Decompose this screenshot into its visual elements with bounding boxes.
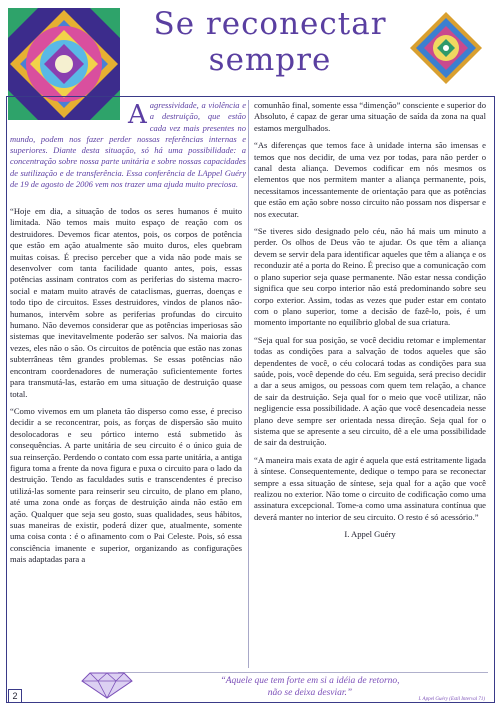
- footer-credit: I. Appel Guéry (Estil Interval 71): [418, 697, 485, 702]
- right-paragraph-2: “As diferenças que temos face à unidade interna são imensas e temos que nos decidir, de uma vez por todas, para não perder o canal desta aliança. Devemos codificar em nós mesmos os elementos que nos permitem manter a aliança permanente, pois, necessitamos incessantemente de orientação para que as potências que estão em ação sobre nosso circuito não possam nos dispersar e nos executar.: [254, 140, 486, 219]
- right-column: [254, 100, 486, 547]
- footer-quote-line1: “Aquele que tem forte em si a idéia de retorno,: [220, 676, 400, 686]
- diamond-icon: [80, 671, 134, 699]
- column-divider: [248, 100, 249, 668]
- author-signature: I. Appel Guéry: [344, 529, 396, 540]
- footer-rule: [118, 672, 488, 673]
- footer-quote-line2: não se deixa desviar.”: [267, 688, 353, 698]
- right-paragraph-3: “Se tiveres sido designado pelo céu, não há mais um minuto a perder. Os olhos de Deus vão te ajudar. Os que têm a aliança devem se servir dela para identificar aqueles que têm a aliança e os reconduzir até a porta do Reino. É preciso que a comunicação com o plano superior seja quase permanente. Não estar nessa condição significa que seu corpo interior não está predominando sobre seu corpo exterior. Assim, todas as vezes que puder estar em contato com o plano superior, tome a decisão de fazê-lo, pois, é um momento importante no equilíbrio global de sua criatura.: [254, 226, 486, 328]
- intro-paragraph: [10, 100, 246, 190]
- right-paragraph-4: “Seja qual for sua posição, se você decidiu retomar e implementar todas as condições para a salvação de todos aqueles que são dependentes de você, o céu colocará todas as condições para sua saúde, pois, você depende do céu. Em seguida, será preciso decidir a dar a seus amigos, ou pessoas com quem tem relação, a chance de sair da destruição. Seja qual for o meio que você utilizar, não negligencie essa possibilidade. A ação que você desencadeia nesse plano deve sempre ser orientada nessa direção. Seja qual for o sistema que se apresente a seu circuito, dê a ele uma possibilidade de sair da destruição.: [254, 334, 486, 448]
- title-block: [135, 6, 405, 78]
- left-column: [10, 206, 242, 572]
- mandala-right-image: [410, 12, 482, 84]
- page-title-line1: Se reconectar: [153, 6, 387, 42]
- page-title-line2: sempre: [208, 42, 332, 78]
- footer-quote: [150, 675, 470, 699]
- page-number: 2: [8, 689, 22, 703]
- right-paragraph-5: “A maneira mais exata de agir é aquela que está estritamente ligada à síntese. Consequentemente, dedique o tempo para se reconectar sempre a essa situação de síntese, seja qual for a ação que você realizou no exterior. Não tome o circuito de codificação como uma assinatura excepcional. Tome-a como uma assinatura contínua que deverá manter no interior de seu circuito. O resto é só acessório.”: [254, 454, 486, 522]
- right-paragraph-1: comunhão final, somente essa “dimenção” consciente e superior do Absoluto, é capaz de gerar uma situação de saída da zona na qual estamos mergulhados.: [254, 100, 486, 133]
- left-paragraph-2: “Como vivemos em um planeta tão disperso como esse, é preciso decidir a se reconcentrar, pois, as forças de dispersão são muito desolocadoras e seu pórtico interno está submetido às consequências. A parte unitária de seu circuito é o único guia de sua reinserção. Perdendo o contato com essa parte unitária, a antiga figura toma a frente da nova figura e puxa o circuito para o lado da destruição. Tendo as faculdades sutis e transcendentes é preciso utilizá-las somente para reinserir seu circuito, de plano em plano, até uma zona onde as forças de destruição ainda não estão em ação. Qualquer que seja seu gosto, suas qualidades, seus hábitos, suas maneiras de existir, poderá dizer que, atualmente, somente uma coisa conta : é o afinamento com o Pai Celeste. Pois, só essa consciência imanente e superior, organizando as configurações mais adaptadas para a: [10, 405, 242, 565]
- left-paragraph-1: “Hoje em dia, a situação de todos os seres humanos é muito limitada. Não temos mais muito espaço de reação com os destruidores. Devemos ficar atentos, pois, os corpos de potência que estão em ação atualmente são muito duros, eles quebram muitas coisas. É preciso perceber que a vida não pode mais se desenvolver com tanta facilidade quanto antes, pois, essas potências assinam contratos com as periferias do sistema macro-social e matam muito através de cataclismas, guerras, doenças e todo tipo de circuitos. Esses destruidores, vindos de planos não-humanos, intervêm sobre as periferias profundas do circuito humano. Não devemos considerar que as potências imperiosas são sistemas que inevitavelmente poderão ser salvos. Na maioria das vezes, eles não o são. Os circuitos de potência que estão nas zonas subterrâneas têm grandes problemas. Se essas potências não encontram coordenadores de numeração suficientemente fortes para transmutá-las, estarão em uma situação de destruição quase total.: [10, 206, 242, 399]
- drop-cap: A: [128, 100, 147, 130]
- intro-text: agressividade, a violência e a destruição, que estão cada vez mais presentes no mundo, podem nos fazer perder nossas referências internas e superiores. Diante desta situação, só há uma possibilidade: a concentração sobre nossa parte unitária e sobre nossas capacidades de sutilização e de transferência. Essa conferência de LAppel Guéry de 19 de agosto de 2006 vem nos trazer uma ajuda muito preciosa.: [10, 100, 246, 190]
